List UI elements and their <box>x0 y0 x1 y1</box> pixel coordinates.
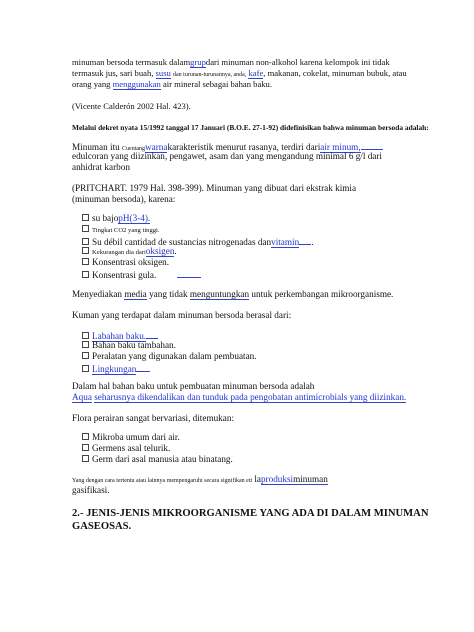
link-ph[interactable]: pH <box>118 213 130 223</box>
checkbox-glyph-icon <box>82 271 89 278</box>
link-underline <box>299 235 314 247</box>
text: . <box>311 237 314 247</box>
checkbox-glyph-icon <box>82 247 89 254</box>
text: orang yang <box>72 79 111 89</box>
text: Kekurangan dia dari <box>92 249 146 256</box>
paragraph-line <box>72 289 393 300</box>
list-item <box>82 454 233 465</box>
link-menguntungkan[interactable]: menguntungkan <box>189 289 250 299</box>
checkbox-glyph-icon <box>82 341 89 348</box>
text: Germ dari asal manusia atau binatang. <box>92 454 233 464</box>
list-item <box>82 340 176 351</box>
checkbox-glyph-icon <box>82 225 89 232</box>
text: Menyediakan <box>72 289 123 299</box>
text: la <box>254 474 261 484</box>
checkbox-glyph-icon <box>82 214 89 221</box>
text: Konsentrasi oksigen. <box>92 257 170 267</box>
text: yang tidak <box>149 289 188 299</box>
paragraph-line: (PRITCHART. 1979 Hal. 398-399). Minuman yang dibuat dari ekstrak kimia <box>72 183 357 193</box>
paragraph-line <box>72 79 272 90</box>
link-menggunakan[interactable]: menggunakan <box>112 79 161 89</box>
link-underline <box>361 140 383 150</box>
text: Peralatan yang digunakan dalam pembuatan. <box>92 351 257 361</box>
decree-text: Melalui dekret nyata 15/1992 tanggal 17 Januari (B.O.E. 27-1-92) didefinisikan bahwa minuman bersoda adalah: <box>72 123 429 132</box>
link-susu[interactable]: susu <box>155 68 171 78</box>
list-item <box>82 257 169 268</box>
list-item <box>82 268 201 281</box>
text: minuman <box>293 474 328 484</box>
text: Mikroba umum dari air. <box>92 432 180 442</box>
section-heading: 2.- JENIS-JENIS MIKROORGANISME YANG ADA DI DALAM MINUMAN <box>72 508 429 519</box>
link-media[interactable]: media <box>124 289 147 299</box>
link-labahan-baku[interactable]: Labahan baku. <box>92 331 147 341</box>
link-oksigen[interactable]: oksigen <box>145 246 175 256</box>
text: Bahan baku tambahan. <box>92 340 176 350</box>
text: Konsentrasi gula. <box>92 270 157 280</box>
link-vitamin[interactable]: vitamin <box>271 237 300 247</box>
paragraph-line <box>72 474 328 487</box>
checkbox-glyph-icon <box>82 455 89 462</box>
text: (3-4). <box>129 213 151 223</box>
text: termasuk jus, sari buah, <box>72 68 154 78</box>
link-kafe[interactable]: kafe <box>248 68 264 78</box>
checkbox-glyph-icon <box>82 352 89 359</box>
definition-line: anhidrat karbon <box>72 162 130 172</box>
checkbox-glyph-icon <box>82 433 89 440</box>
text: air mineral sebagai bahan baku. <box>162 79 272 89</box>
list-item <box>82 432 180 443</box>
link-text[interactable]: seharusnya dikendalikan dan tunduk pada pengobatan antimicrobials yang diizinkan. <box>94 392 407 402</box>
paragraph-line: Dalam hal bahan baku untuk pembuatan minuman bersoda adalah <box>72 381 315 391</box>
list-item <box>82 443 170 454</box>
small-text: Cuentang <box>122 146 146 152</box>
paragraph-line <box>72 392 406 403</box>
link-air-minum[interactable]: air minum, <box>320 142 361 152</box>
text: karakteristik menurut rasanya, terdiri dari <box>167 142 321 152</box>
text: , makanan, cokelat, minuman bubuk, atau <box>263 68 407 78</box>
text: Tingkat CO2 yang tinggi. <box>92 227 160 234</box>
text: dari minuman non-alkohol karena kelompok ini tidak <box>205 57 390 67</box>
text: Minuman itu <box>72 142 120 152</box>
definition-line: edulcoran yang diizinkan, pengawet, asam dan yang mengandung minimal 6 g/l dari <box>72 151 382 161</box>
paragraph-line: Flora perairan sangat bervariasi, ditemukan: <box>72 413 234 423</box>
text: Germens asal telurik. <box>92 443 171 453</box>
list-item <box>82 213 150 224</box>
link-grup[interactable]: grup <box>190 57 206 67</box>
link-underline <box>177 268 201 278</box>
section-heading: GASEOSAS. <box>72 521 132 532</box>
link-aqua[interactable]: Aqua <box>72 392 92 402</box>
text: untuk perkembangan mikroorganisme. <box>251 289 394 299</box>
text: su bajo <box>92 213 119 223</box>
checkbox-glyph-icon <box>82 238 89 245</box>
text: Su débil cantidad de sustancias nitrogenadas dan <box>92 237 272 247</box>
paragraph-line <box>72 57 390 68</box>
paragraph-line: Kuman yang terdapat dalam minuman bersoda berasal dari: <box>72 310 292 320</box>
link-warna[interactable]: warna <box>145 142 168 152</box>
link-lingkungan[interactable]: Lingkungan <box>92 364 137 374</box>
text: . <box>174 246 177 256</box>
list-item <box>82 351 257 362</box>
link-underline <box>146 329 158 339</box>
paragraph-line: gasifikasi. <box>72 485 110 495</box>
link-produksi[interactable]: produksi <box>260 474 294 484</box>
list-item <box>82 362 150 375</box>
link-underline <box>136 362 150 372</box>
small-text: dan turunan-turunannya, anda, <box>173 72 247 78</box>
text: minuman bersoda termasuk dalam <box>72 57 191 67</box>
checkbox-glyph-icon <box>82 365 89 372</box>
checkbox-glyph-icon <box>82 258 89 265</box>
citation: (Vicente Calderón 2002 Hal. 423). <box>72 101 191 111</box>
paragraph-line: (minuman bersoda), karena: <box>72 194 176 204</box>
checkbox-glyph-icon <box>82 444 89 451</box>
checkbox-glyph-icon <box>82 332 89 339</box>
small-text: Yang dengan cara tertentu atau lainnya mempengaruhi secara signifikan ett <box>72 478 253 484</box>
